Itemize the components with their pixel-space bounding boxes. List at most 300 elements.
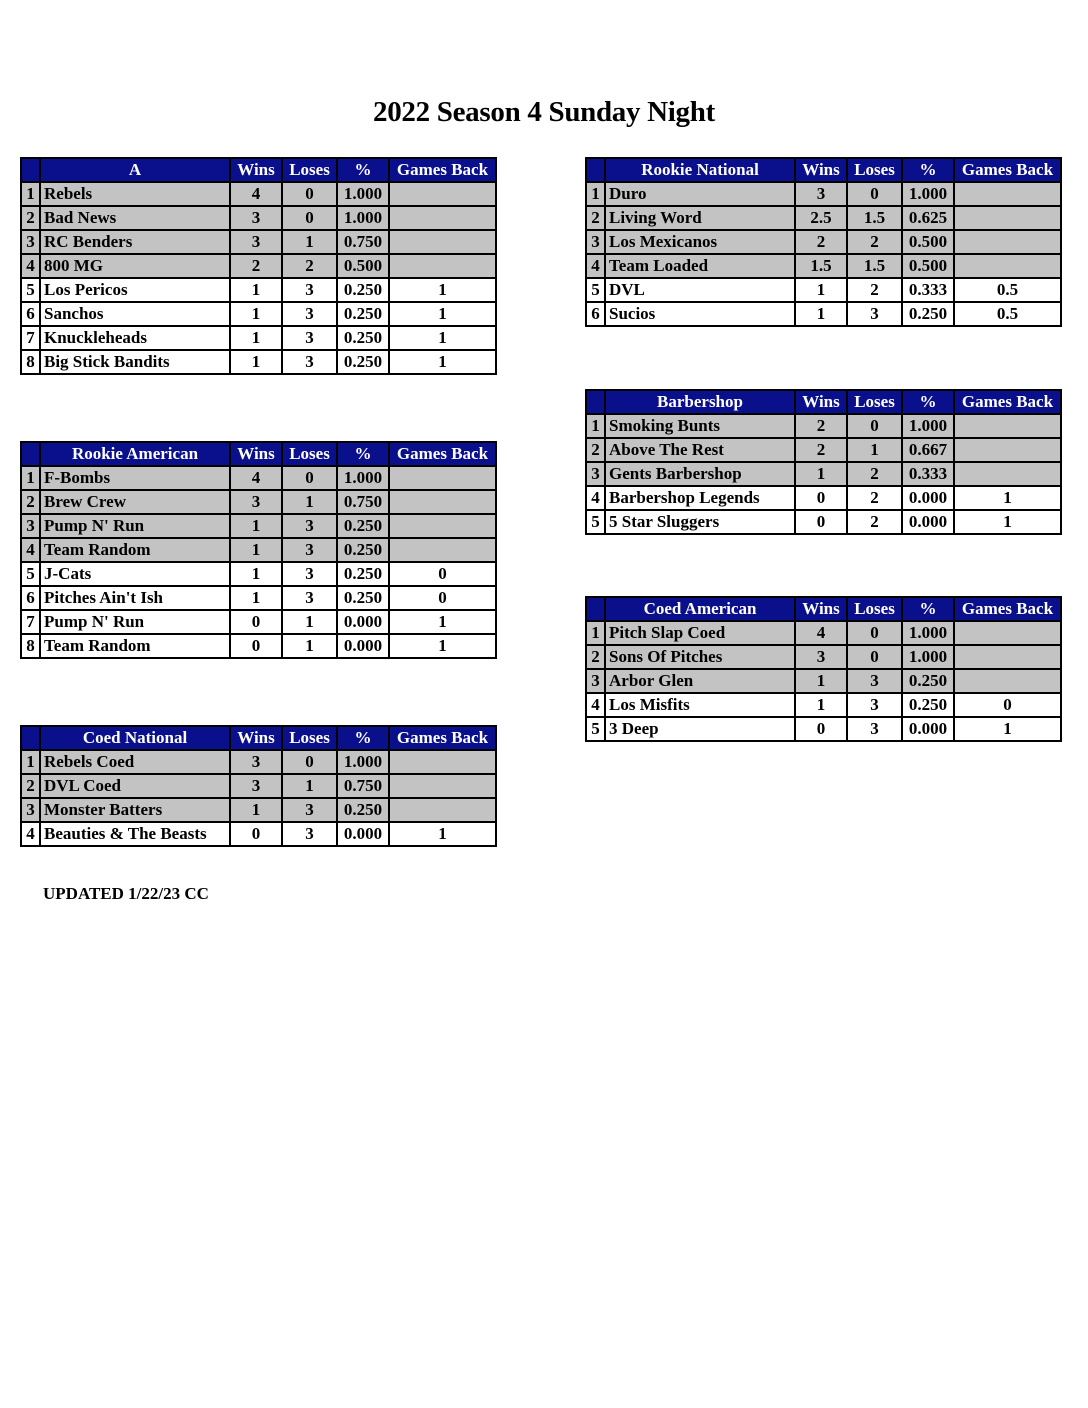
wins-cell: 1 <box>230 326 282 350</box>
pct-header: % <box>337 158 389 182</box>
rank-header <box>21 726 40 750</box>
wins-cell: 1 <box>795 278 847 302</box>
games-back-header: Games Back <box>389 726 496 750</box>
rank-cell: 4 <box>586 486 605 510</box>
rank-cell: 8 <box>21 634 40 658</box>
games-back-cell <box>389 774 496 798</box>
rank-cell: 5 <box>586 717 605 741</box>
standings-table-a <box>20 157 497 375</box>
loses-cell: 3 <box>847 717 902 741</box>
table-row <box>21 278 496 302</box>
loses-cell: 3 <box>282 514 337 538</box>
pct-cell: 1.000 <box>902 182 954 206</box>
pct-cell: 0.250 <box>902 302 954 326</box>
team-name-cell: Above The Rest <box>605 438 795 462</box>
loses-cell: 2 <box>282 254 337 278</box>
pct-cell: 0.000 <box>902 717 954 741</box>
pct-cell: 1.000 <box>337 750 389 774</box>
games-back-cell: 0 <box>389 562 496 586</box>
pct-cell: 0.250 <box>337 302 389 326</box>
loses-header: Loses <box>847 158 902 182</box>
table-row <box>21 562 496 586</box>
wins-cell: 1 <box>795 302 847 326</box>
division-name: Coed National <box>40 726 230 750</box>
rank-header <box>586 597 605 621</box>
loses-cell: 1 <box>282 634 337 658</box>
table-row <box>586 462 1061 486</box>
team-name-cell: Knuckleheads <box>40 326 230 350</box>
wins-cell: 0 <box>795 717 847 741</box>
team-name-cell: 800 MG <box>40 254 230 278</box>
wins-cell: 1 <box>230 302 282 326</box>
team-name-cell: J-Cats <box>40 562 230 586</box>
team-name-cell: Pitch Slap Coed <box>605 621 795 645</box>
pct-cell: 0.250 <box>337 326 389 350</box>
table-row <box>21 302 496 326</box>
pct-cell: 0.250 <box>337 562 389 586</box>
games-back-cell: 0 <box>954 693 1061 717</box>
games-back-cell: 1 <box>389 278 496 302</box>
loses-cell: 3 <box>282 326 337 350</box>
division-name: A <box>40 158 230 182</box>
team-name-cell: Pitches Ain't Ish <box>40 586 230 610</box>
wins-cell: 0 <box>230 822 282 846</box>
loses-cell: 0 <box>847 621 902 645</box>
wins-cell: 2.5 <box>795 206 847 230</box>
team-name-cell: Pump N' Run <box>40 610 230 634</box>
rank-cell: 3 <box>21 514 40 538</box>
table-row <box>21 774 496 798</box>
games-back-cell: 1 <box>389 822 496 846</box>
pct-cell: 0.667 <box>902 438 954 462</box>
pct-cell: 0.500 <box>902 254 954 278</box>
wins-cell: 1 <box>230 562 282 586</box>
loses-cell: 2 <box>847 510 902 534</box>
games-back-cell <box>389 206 496 230</box>
loses-cell: 3 <box>282 822 337 846</box>
pct-header: % <box>337 726 389 750</box>
pct-cell: 0.250 <box>902 693 954 717</box>
games-back-cell: 1 <box>389 350 496 374</box>
rank-cell: 6 <box>21 586 40 610</box>
team-name-cell: Team Random <box>40 634 230 658</box>
rank-cell: 3 <box>21 230 40 254</box>
loses-header: Loses <box>282 158 337 182</box>
games-back-cell <box>389 514 496 538</box>
loses-cell: 0 <box>847 645 902 669</box>
loses-cell: 0 <box>282 206 337 230</box>
team-name-cell: Duro <box>605 182 795 206</box>
table-row <box>586 302 1061 326</box>
standings-table-rookie-national <box>585 157 1062 327</box>
team-name-cell: Los Mexicanos <box>605 230 795 254</box>
division-name: Coed American <box>605 597 795 621</box>
table-row <box>21 350 496 374</box>
updated-note: UPDATED 1/22/23 CC <box>43 884 209 903</box>
loses-cell: 3 <box>847 302 902 326</box>
header-row <box>21 726 496 750</box>
loses-cell: 3 <box>847 693 902 717</box>
team-name-cell: DVL Coed <box>40 774 230 798</box>
rank-cell: 2 <box>586 438 605 462</box>
table-row <box>21 514 496 538</box>
loses-cell: 1 <box>282 490 337 514</box>
loses-cell: 3 <box>282 586 337 610</box>
table-row <box>21 750 496 774</box>
games-back-cell <box>389 750 496 774</box>
wins-cell: 1 <box>230 798 282 822</box>
pct-cell: 0.750 <box>337 230 389 254</box>
rank-cell: 7 <box>21 610 40 634</box>
pct-cell: 0.250 <box>337 514 389 538</box>
loses-cell: 3 <box>282 350 337 374</box>
wins-cell: 2 <box>795 230 847 254</box>
games-back-cell <box>389 254 496 278</box>
loses-cell: 3 <box>282 538 337 562</box>
table-row <box>586 278 1061 302</box>
loses-cell: 1.5 <box>847 206 902 230</box>
table-row <box>586 206 1061 230</box>
games-back-cell <box>954 206 1061 230</box>
wins-cell: 4 <box>795 621 847 645</box>
pct-cell: 0.625 <box>902 206 954 230</box>
wins-header: Wins <box>795 158 847 182</box>
games-back-cell: 1 <box>389 610 496 634</box>
loses-header: Loses <box>847 597 902 621</box>
wins-cell: 1 <box>230 538 282 562</box>
loses-header: Loses <box>847 390 902 414</box>
loses-cell: 1.5 <box>847 254 902 278</box>
team-name-cell: Gents Barbershop <box>605 462 795 486</box>
table-row <box>586 693 1061 717</box>
rank-cell: 4 <box>21 254 40 278</box>
wins-cell: 4 <box>230 466 282 490</box>
table-row <box>586 230 1061 254</box>
games-back-cell <box>954 414 1061 438</box>
games-back-header: Games Back <box>389 158 496 182</box>
pct-cell: 0.000 <box>902 486 954 510</box>
loses-header: Loses <box>282 726 337 750</box>
pct-cell: 1.000 <box>902 621 954 645</box>
loses-cell: 3 <box>282 302 337 326</box>
division-name: Rookie National <box>605 158 795 182</box>
pct-cell: 0.250 <box>337 538 389 562</box>
header-row <box>586 390 1061 414</box>
team-name-cell: Arbor Glen <box>605 669 795 693</box>
pct-cell: 0.750 <box>337 490 389 514</box>
games-back-cell <box>389 230 496 254</box>
games-back-cell <box>954 462 1061 486</box>
loses-cell: 1 <box>282 774 337 798</box>
table-row <box>21 610 496 634</box>
games-back-cell: 1 <box>389 302 496 326</box>
rank-cell: 6 <box>21 302 40 326</box>
games-back-cell <box>954 182 1061 206</box>
header-row <box>21 158 496 182</box>
loses-cell: 2 <box>847 230 902 254</box>
table-row <box>21 230 496 254</box>
wins-cell: 3 <box>795 182 847 206</box>
games-back-cell <box>389 538 496 562</box>
pct-cell: 0.000 <box>337 822 389 846</box>
page-title: 2022 Season 4 Sunday Night <box>373 96 715 128</box>
rank-cell: 2 <box>586 206 605 230</box>
team-name-cell: Sanchos <box>40 302 230 326</box>
wins-cell: 1 <box>230 278 282 302</box>
wins-cell: 0 <box>230 610 282 634</box>
wins-cell: 4 <box>230 182 282 206</box>
rank-cell: 4 <box>586 254 605 278</box>
table-row <box>21 254 496 278</box>
table-row <box>586 438 1061 462</box>
rank-cell: 5 <box>21 562 40 586</box>
rank-header <box>586 158 605 182</box>
wins-cell: 0 <box>795 486 847 510</box>
wins-cell: 1 <box>230 350 282 374</box>
rank-cell: 2 <box>21 490 40 514</box>
team-name-cell: DVL <box>605 278 795 302</box>
team-name-cell: Brew Crew <box>40 490 230 514</box>
wins-cell: 3 <box>795 645 847 669</box>
rank-cell: 1 <box>21 182 40 206</box>
team-name-cell: F-Bombs <box>40 466 230 490</box>
wins-cell: 3 <box>230 750 282 774</box>
table-row <box>586 645 1061 669</box>
table-row <box>586 621 1061 645</box>
standings-table-coed-national <box>20 725 497 847</box>
games-back-header: Games Back <box>954 390 1061 414</box>
pct-cell: 0.500 <box>337 254 389 278</box>
loses-cell: 1 <box>282 610 337 634</box>
rank-header <box>21 442 40 466</box>
games-back-cell <box>954 645 1061 669</box>
team-name-cell: Team Random <box>40 538 230 562</box>
team-name-cell: 3 Deep <box>605 717 795 741</box>
table-row <box>21 206 496 230</box>
loses-cell: 3 <box>282 278 337 302</box>
wins-header: Wins <box>230 442 282 466</box>
pct-cell: 0.333 <box>902 462 954 486</box>
table-row <box>21 586 496 610</box>
pct-header: % <box>902 390 954 414</box>
team-name-cell: Los Pericos <box>40 278 230 302</box>
games-back-cell <box>389 182 496 206</box>
games-back-cell: 1 <box>389 326 496 350</box>
pct-header: % <box>902 597 954 621</box>
loses-cell: 0 <box>847 414 902 438</box>
wins-header: Wins <box>230 158 282 182</box>
wins-cell: 2 <box>795 414 847 438</box>
rank-header <box>586 390 605 414</box>
rank-cell: 8 <box>21 350 40 374</box>
wins-cell: 3 <box>230 490 282 514</box>
loses-cell: 0 <box>282 466 337 490</box>
team-name-cell: 5 Star Sluggers <box>605 510 795 534</box>
wins-cell: 1 <box>230 586 282 610</box>
team-name-cell: Sons Of Pitches <box>605 645 795 669</box>
wins-cell: 1 <box>795 669 847 693</box>
loses-cell: 1 <box>282 230 337 254</box>
team-name-cell: Team Loaded <box>605 254 795 278</box>
wins-cell: 3 <box>230 206 282 230</box>
table-row <box>586 486 1061 510</box>
wins-cell: 2 <box>230 254 282 278</box>
pct-cell: 0.333 <box>902 278 954 302</box>
games-back-header: Games Back <box>389 442 496 466</box>
wins-cell: 0 <box>795 510 847 534</box>
wins-cell: 1.5 <box>795 254 847 278</box>
games-back-cell: 0 <box>389 586 496 610</box>
games-back-cell <box>389 490 496 514</box>
loses-cell: 3 <box>847 669 902 693</box>
games-back-cell <box>389 466 496 490</box>
table-row <box>586 669 1061 693</box>
team-name-cell: Smoking Bunts <box>605 414 795 438</box>
rank-cell: 1 <box>21 750 40 774</box>
rank-cell: 3 <box>586 462 605 486</box>
pct-cell: 0.000 <box>902 510 954 534</box>
loses-cell: 3 <box>282 798 337 822</box>
games-back-cell <box>954 621 1061 645</box>
pct-cell: 0.250 <box>337 278 389 302</box>
wins-cell: 1 <box>795 693 847 717</box>
rank-cell: 6 <box>586 302 605 326</box>
loses-cell: 2 <box>847 278 902 302</box>
table-row <box>21 798 496 822</box>
pct-header: % <box>902 158 954 182</box>
pct-cell: 0.750 <box>337 774 389 798</box>
table-row <box>586 182 1061 206</box>
pct-cell: 1.000 <box>337 182 389 206</box>
wins-cell: 1 <box>230 514 282 538</box>
pct-cell: 0.250 <box>337 350 389 374</box>
pct-cell: 1.000 <box>337 206 389 230</box>
games-back-cell <box>954 669 1061 693</box>
rank-cell: 2 <box>586 645 605 669</box>
pct-cell: 0.000 <box>337 610 389 634</box>
rank-cell: 4 <box>21 538 40 562</box>
wins-cell: 3 <box>230 230 282 254</box>
pct-cell: 0.250 <box>337 798 389 822</box>
games-back-cell <box>954 230 1061 254</box>
pct-cell: 1.000 <box>902 645 954 669</box>
games-back-cell: 1 <box>954 510 1061 534</box>
rank-cell: 2 <box>21 206 40 230</box>
team-name-cell: Living Word <box>605 206 795 230</box>
table-row <box>21 538 496 562</box>
rank-cell: 3 <box>586 669 605 693</box>
games-back-header: Games Back <box>954 158 1061 182</box>
rank-cell: 5 <box>586 510 605 534</box>
table-row <box>586 414 1061 438</box>
team-name-cell: Beauties & The Beasts <box>40 822 230 846</box>
table-row <box>21 634 496 658</box>
team-name-cell: Rebels <box>40 182 230 206</box>
loses-cell: 2 <box>847 462 902 486</box>
rank-cell: 1 <box>586 182 605 206</box>
wins-header: Wins <box>795 390 847 414</box>
rank-cell: 5 <box>21 278 40 302</box>
rank-cell: 5 <box>586 278 605 302</box>
table-row <box>21 182 496 206</box>
games-back-cell <box>389 798 496 822</box>
table-row <box>21 490 496 514</box>
games-back-cell: 0.5 <box>954 302 1061 326</box>
team-name-cell: Big Stick Bandits <box>40 350 230 374</box>
loses-header: Loses <box>282 442 337 466</box>
wins-cell: 2 <box>795 438 847 462</box>
rank-cell: 4 <box>21 822 40 846</box>
header-row <box>586 158 1061 182</box>
games-back-header: Games Back <box>954 597 1061 621</box>
rank-header <box>21 158 40 182</box>
team-name-cell: Rebels Coed <box>40 750 230 774</box>
team-name-cell: Bad News <box>40 206 230 230</box>
header-row <box>21 442 496 466</box>
games-back-cell: 1 <box>954 717 1061 741</box>
team-name-cell: RC Benders <box>40 230 230 254</box>
pct-cell: 0.250 <box>337 586 389 610</box>
team-name-cell: Monster Batters <box>40 798 230 822</box>
games-back-cell <box>954 254 1061 278</box>
pct-cell: 1.000 <box>337 466 389 490</box>
pct-cell: 0.500 <box>902 230 954 254</box>
table-row <box>586 510 1061 534</box>
games-back-cell: 1 <box>954 486 1061 510</box>
loses-cell: 1 <box>847 438 902 462</box>
division-name: Rookie American <box>40 442 230 466</box>
rank-cell: 4 <box>586 693 605 717</box>
table-row <box>586 254 1061 278</box>
standings-table-coed-american <box>585 596 1062 742</box>
rank-cell: 3 <box>586 230 605 254</box>
table-row <box>21 466 496 490</box>
rank-cell: 3 <box>21 798 40 822</box>
table-row <box>21 326 496 350</box>
games-back-cell: 1 <box>389 634 496 658</box>
rank-cell: 1 <box>586 621 605 645</box>
pct-cell: 0.000 <box>337 634 389 658</box>
rank-cell: 2 <box>21 774 40 798</box>
standings-table-rookie-american <box>20 441 497 659</box>
loses-cell: 0 <box>282 750 337 774</box>
rank-cell: 1 <box>586 414 605 438</box>
wins-cell: 0 <box>230 634 282 658</box>
loses-cell: 0 <box>847 182 902 206</box>
rank-cell: 7 <box>21 326 40 350</box>
pct-header: % <box>337 442 389 466</box>
division-name: Barbershop <box>605 390 795 414</box>
games-back-cell: 0.5 <box>954 278 1061 302</box>
pct-cell: 1.000 <box>902 414 954 438</box>
team-name-cell: Barbershop Legends <box>605 486 795 510</box>
team-name-cell: Los Misfits <box>605 693 795 717</box>
rank-cell: 1 <box>21 466 40 490</box>
header-row <box>586 597 1061 621</box>
pct-cell: 0.250 <box>902 669 954 693</box>
loses-cell: 3 <box>282 562 337 586</box>
team-name-cell: Sucios <box>605 302 795 326</box>
games-back-cell <box>954 438 1061 462</box>
wins-cell: 3 <box>230 774 282 798</box>
wins-header: Wins <box>795 597 847 621</box>
wins-header: Wins <box>230 726 282 750</box>
wins-cell: 1 <box>795 462 847 486</box>
standings-table-barbershop <box>585 389 1062 535</box>
table-row <box>586 717 1061 741</box>
loses-cell: 2 <box>847 486 902 510</box>
table-row <box>21 822 496 846</box>
